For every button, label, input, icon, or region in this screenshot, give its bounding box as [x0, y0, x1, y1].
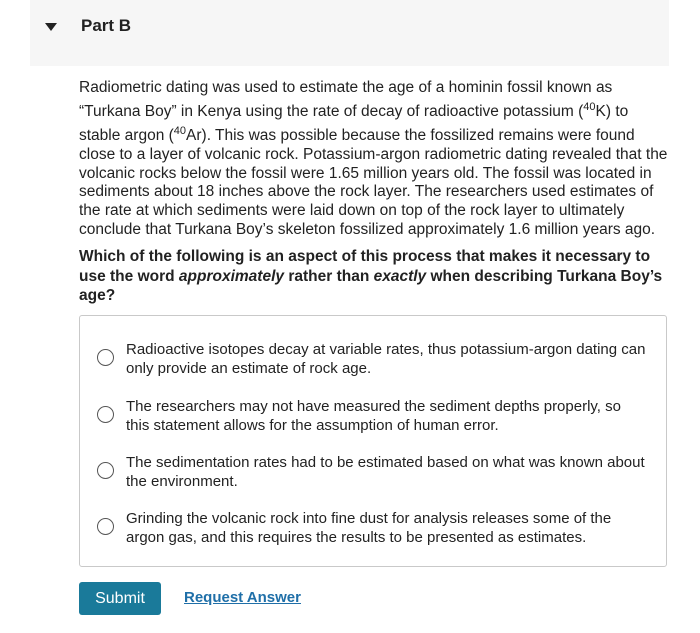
question-text	[79, 247, 669, 306]
question-emphasis-approximately: approximately	[178, 267, 285, 285]
question-emphasis-exactly: exactly	[373, 267, 427, 285]
radio-option-3[interactable]	[97, 462, 114, 479]
potassium-symbol: K) to stable argon (	[79, 102, 629, 144]
radio-option-4[interactable]	[97, 518, 114, 535]
part-title: Part B	[81, 16, 132, 35]
option-1[interactable]	[80, 341, 666, 385]
answer-options	[79, 315, 667, 567]
option-3-label: The sedimentation rates had to be estimated based on what was known about the environment.	[126, 454, 645, 490]
argon-mass-number: 40	[173, 124, 187, 137]
option-3[interactable]	[80, 454, 666, 498]
passage-sentence-1: Radiometric dating was used to estimate the age of a hominin fossil known as “Turkana Boy” in Kenya using the rate of decay of radioactive potassium (	[79, 79, 613, 120]
submit-button[interactable]: Submit	[79, 582, 161, 615]
passage-text	[79, 79, 669, 240]
radio-option-1[interactable]	[97, 349, 114, 366]
option-1-label: Radioactive isotopes decay at variable rates, thus potassium-argon dating can only provide an estimate of rock age.	[126, 341, 646, 377]
passage-sentence-rest: Ar). This was possible because the fossilized remains were found close to a layer of volcanic rock. Potassium-argon radiometric dating revealed that the volcanic rocks below the fossil were 1.65 million years old. The fossil was located in sediments about 18 inches above the rock layer. The researchers used estimates of the rate at which sediments were laid down on top of the rock layer to ultimately conclude that Turkana Boy’s skeleton fossilized approximately 1.6 million years ago.	[79, 126, 668, 238]
option-4[interactable]	[80, 510, 666, 554]
question-part-3: when describing Turkana Boy’s age?	[79, 267, 663, 304]
request-answer-link[interactable]: Request Answer	[184, 589, 301, 606]
option-4-label: Grinding the volcanic rock into fine dust for analysis releases some of the argon gas, and this requires the results to be presented as estimates.	[126, 510, 612, 546]
option-2-label: The researchers may not have measured the sediment depths properly, so this statement allows for the assumption of human error.	[126, 398, 621, 434]
part-header[interactable]	[30, 0, 669, 66]
radio-option-2[interactable]	[97, 406, 114, 423]
question-part-2: rather than	[284, 267, 374, 285]
option-2[interactable]	[80, 398, 666, 442]
caret-down-icon[interactable]	[45, 23, 57, 31]
question-part-1: Which of the following is an aspect of this process that makes it necessary to use the word	[79, 248, 651, 285]
potassium-mass-number: 40	[583, 100, 596, 113]
